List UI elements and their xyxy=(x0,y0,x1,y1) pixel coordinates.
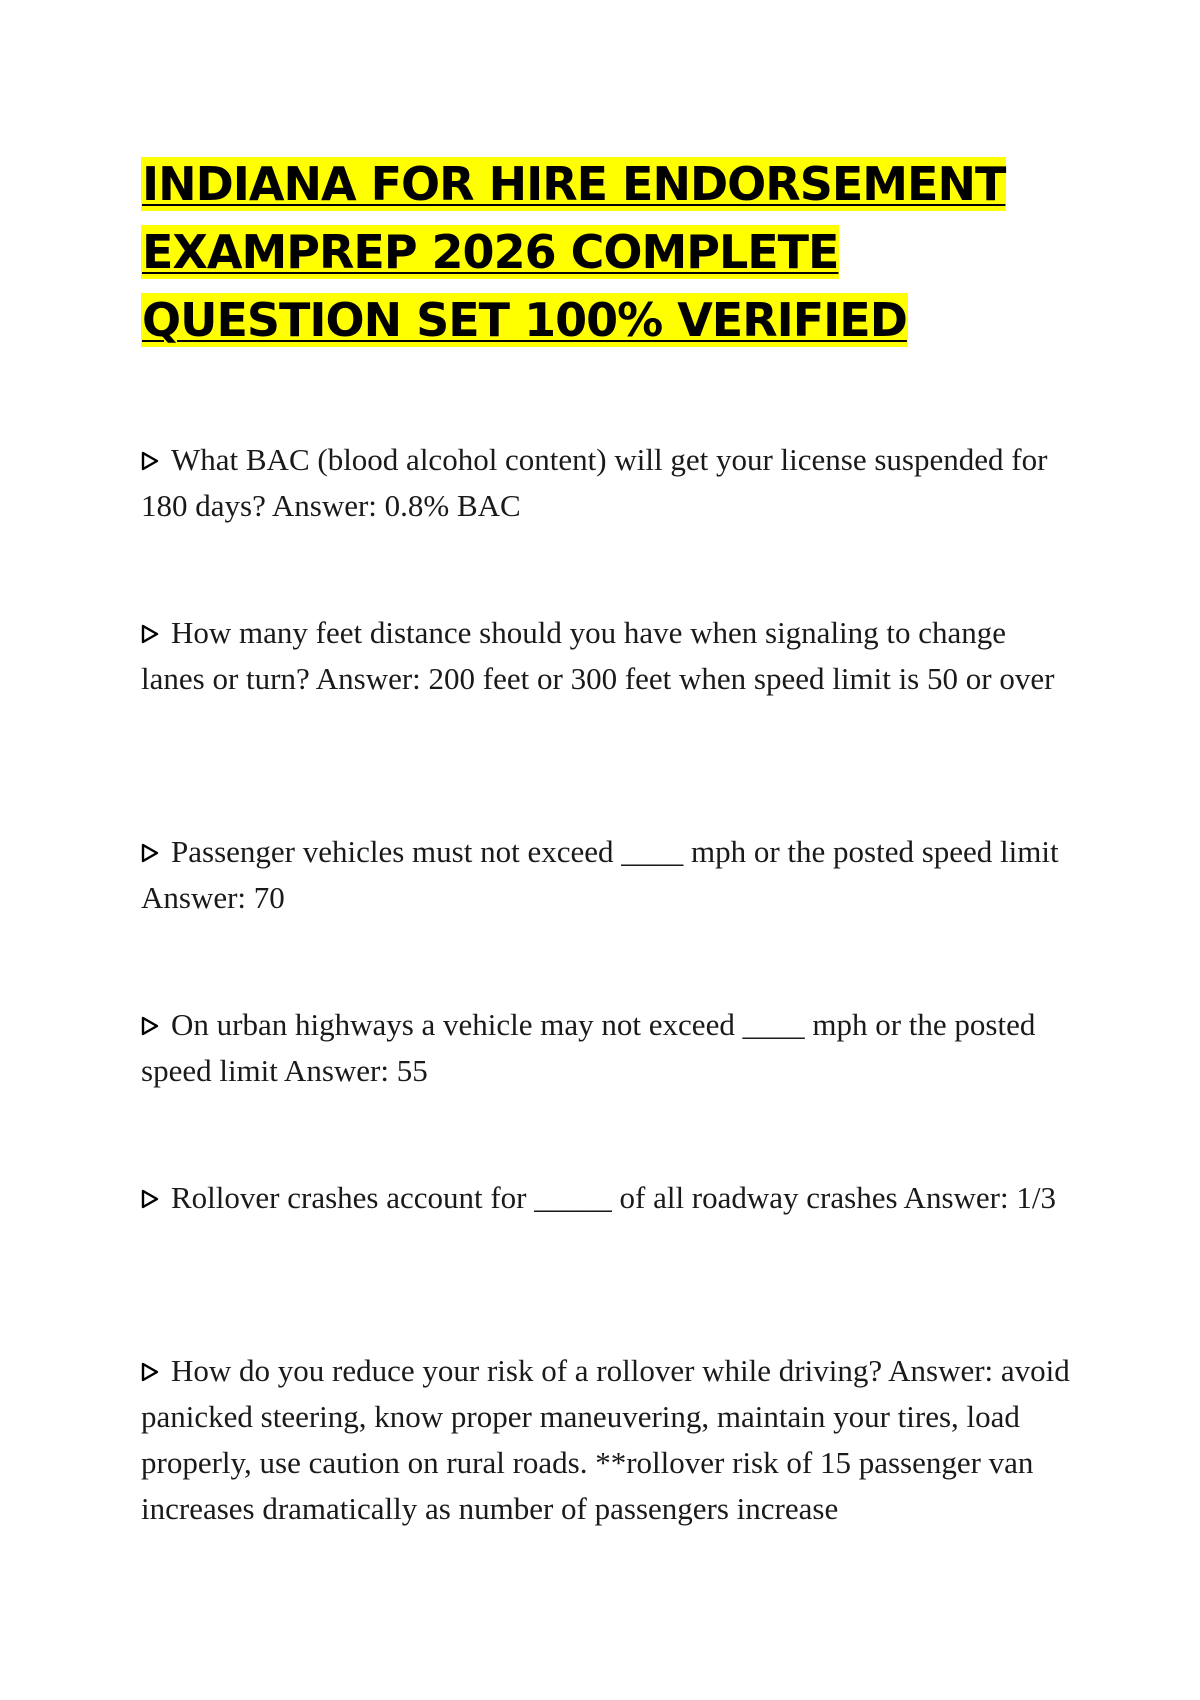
question-item-5 xyxy=(141,1175,1071,1221)
question-item-1 xyxy=(141,437,1071,529)
title-highlight: INDIANA FOR HIRE ENDORSEMENT EXAMPREP 2026 COMPLETE QUESTION SET 100% VERIFIED xyxy=(142,157,1006,347)
outlined-triangle-arrow-icon xyxy=(141,1362,159,1382)
outlined-triangle-arrow-icon xyxy=(141,1189,159,1209)
question-item-4 xyxy=(141,1002,1071,1094)
question-item-2 xyxy=(141,610,1071,702)
question-item-6 xyxy=(141,1348,1071,1532)
document-title xyxy=(141,150,1101,354)
question-text: Rollover crashes account for _____ of all roadway crashes Answer: 1/3 xyxy=(171,1180,1056,1215)
question-item-3 xyxy=(141,829,1071,921)
outlined-triangle-arrow-icon xyxy=(141,451,159,471)
question-text: What BAC (blood alcohol content) will get your license suspended for 180 days? Answer: 0.8% BAC xyxy=(141,442,1048,523)
outlined-triangle-arrow-icon xyxy=(141,1016,159,1036)
question-text: Passenger vehicles must not exceed ____ mph or the posted speed limit Answer: 70 xyxy=(141,834,1059,915)
outlined-triangle-arrow-icon xyxy=(141,843,159,863)
question-text: How do you reduce your risk of a rollover while driving? Answer: avoid panicked steering, know proper maneuvering, maintain your tires, load properly, use caution on rural roads. **rollover risk of 15 passenger van increases dramatically as number of passengers increase xyxy=(141,1353,1070,1526)
outlined-triangle-arrow-icon xyxy=(141,624,159,644)
question-text: On urban highways a vehicle may not exceed ____ mph or the posted speed limit Answer: 55 xyxy=(141,1007,1036,1088)
question-text: How many feet distance should you have when signaling to change lanes or turn? Answer: 200 feet or 300 feet when speed limit is 50 or over xyxy=(141,615,1055,696)
